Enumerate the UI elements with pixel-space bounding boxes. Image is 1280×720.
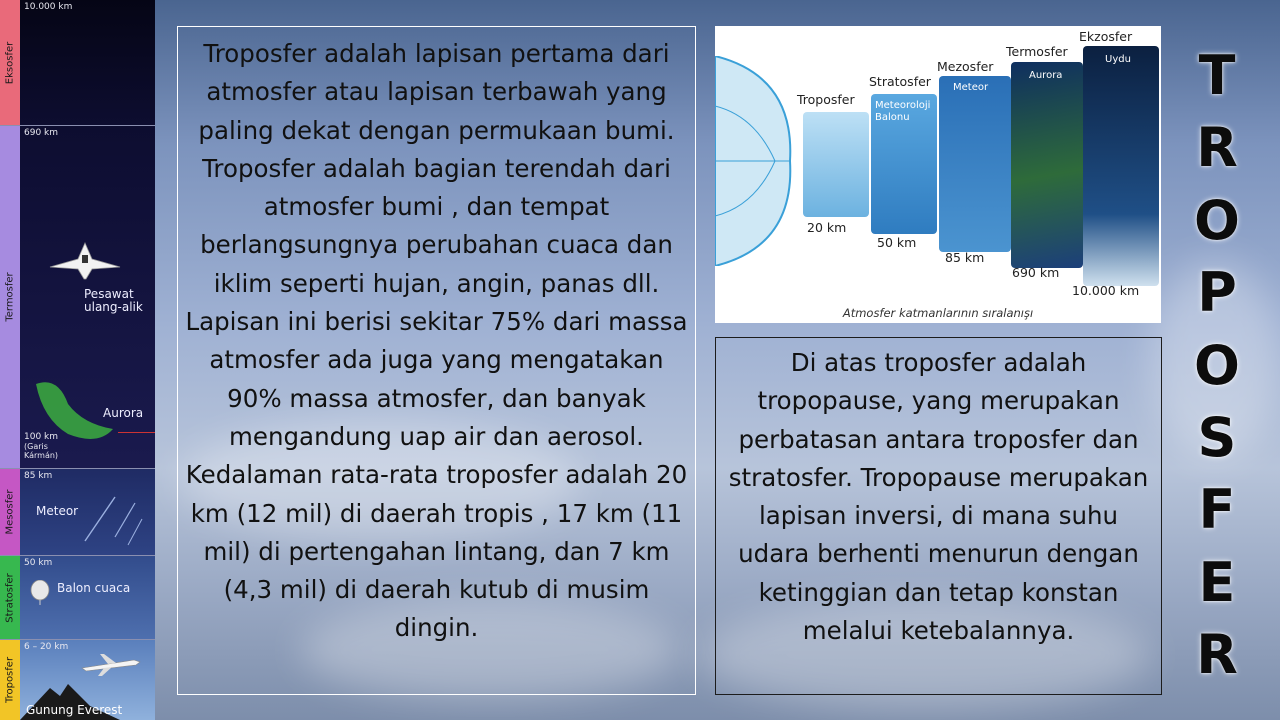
panel-label: Aurora <box>1029 70 1063 81</box>
figure-layer-label: Ekzosfer <box>1079 29 1133 44</box>
karman-altitude: 100 km <box>24 432 59 442</box>
layer-mesosfer <box>0 469 155 556</box>
main-text: Troposfer adalah lapisan pertama dari atmosfer atau lapisan terbawah yang paling dekat dengan permukaan bumi. Troposfer adalah bagian terendah dari atmosfer bumi , dan tempat berlangsungnya perubahan cuaca dan iklim seperti hujan, angin, panas dll. Lapisan ini berisi sekitar 75% dari massa atmosfer ada juga yang mengatakan 90% massa atmosfer, dan banyak mengandung uap air dan aerosol. Kedalaman rata-rata troposfer adalah 20 km (12 mil) di daerah tropis , 17 km (11 mil) di pertengahan lintang, dan 7 km (4,3 mil) di daerah kutub di musim dingin. <box>185 39 688 643</box>
shuttle-label: Pesawat ulang-alik <box>84 287 143 314</box>
figure-caption: Atmosfer katmanlarının sıralanışı <box>842 306 1034 320</box>
figure-altitude-label: 10.000 km <box>1072 283 1140 298</box>
panel-label: Uydu <box>1105 54 1131 65</box>
balloon-label: Balon cuaca <box>57 581 131 595</box>
vertical-title <box>1188 40 1246 692</box>
space-shuttle-icon <box>48 241 122 281</box>
figure-altitude-label: 85 km <box>945 250 985 265</box>
layer-tab-stratosfer: Stratosfer <box>0 556 20 639</box>
title-letter: E <box>1198 550 1236 614</box>
altitude-label: 50 km <box>24 558 53 568</box>
everest-label: Gunung Everest <box>26 703 123 717</box>
figure-altitude-label: 20 km <box>807 220 847 235</box>
airplane-icon <box>78 652 142 678</box>
title-letter: F <box>1198 478 1236 542</box>
panel-termosfer <box>1011 62 1083 268</box>
altitude-label: 690 km <box>24 128 59 138</box>
figure-altitude-label: 50 km <box>877 235 917 250</box>
atmosphere-layers-figure <box>715 26 1161 323</box>
panel-troposfer <box>803 112 869 217</box>
meteor-label: Meteor <box>36 504 79 518</box>
main-text-box <box>177 26 696 695</box>
figure-layer-label: Termosfer <box>1006 44 1068 59</box>
panel-label: Meteor <box>953 82 989 93</box>
layer-termosfer <box>0 126 155 469</box>
figure-layer-label: Mezosfer <box>937 59 994 74</box>
title-letter: P <box>1197 261 1237 325</box>
layer-tab-mesosfer: Mesosfer <box>0 469 20 555</box>
side-text: Di atas troposfer adalah tropopause, yang merupakan perbatasan antara troposfer dan stratosfer. Tropopause merupakan lapisan inversi, di mana suhu udara berhenti menurun dengan ketinggian dan tetap konstan melalui ketebalannya. <box>728 348 1149 646</box>
figure-altitude-label: 690 km <box>1012 265 1060 280</box>
altitude-label: 6 – 20 km <box>24 642 69 652</box>
layer-stratosfer <box>0 556 155 640</box>
title-letter: S <box>1197 406 1237 470</box>
atmosphere-layers-strip <box>0 0 155 720</box>
layer-eksosfer <box>0 0 155 126</box>
figure-layer-label: Stratosfer <box>869 74 931 89</box>
earth-globe-icon <box>715 56 795 266</box>
altitude-label: 10.000 km <box>24 2 73 12</box>
aurora-label: Aurora <box>103 406 144 420</box>
title-letter: R <box>1196 116 1238 180</box>
layer-tab-troposfer: Troposfer <box>0 640 20 720</box>
weather-balloon-icon <box>30 580 50 606</box>
layer-tab-eksosfer: Eksosfer <box>0 0 20 125</box>
panel-ekzosfer <box>1083 46 1159 286</box>
layer-troposfer <box>0 640 155 720</box>
panel-label: Meteoroloji Balonu <box>875 100 931 123</box>
panel-stratosfer <box>871 94 937 234</box>
title-letter: O <box>1194 188 1240 252</box>
side-text-box <box>715 337 1162 695</box>
karman-note: (Garis Kármán) <box>24 442 59 460</box>
title-letter: O <box>1194 333 1240 397</box>
meteor-streaks-icon <box>80 489 150 549</box>
panel-mezosfer <box>939 76 1011 252</box>
title-letter: R <box>1196 623 1238 687</box>
layer-tab-termosfer: Termosfer <box>0 126 20 468</box>
title-letter: T <box>1198 44 1236 107</box>
figure-layer-label: Troposfer <box>797 92 855 107</box>
karman-line <box>118 432 155 433</box>
altitude-label: 85 km <box>24 471 53 481</box>
